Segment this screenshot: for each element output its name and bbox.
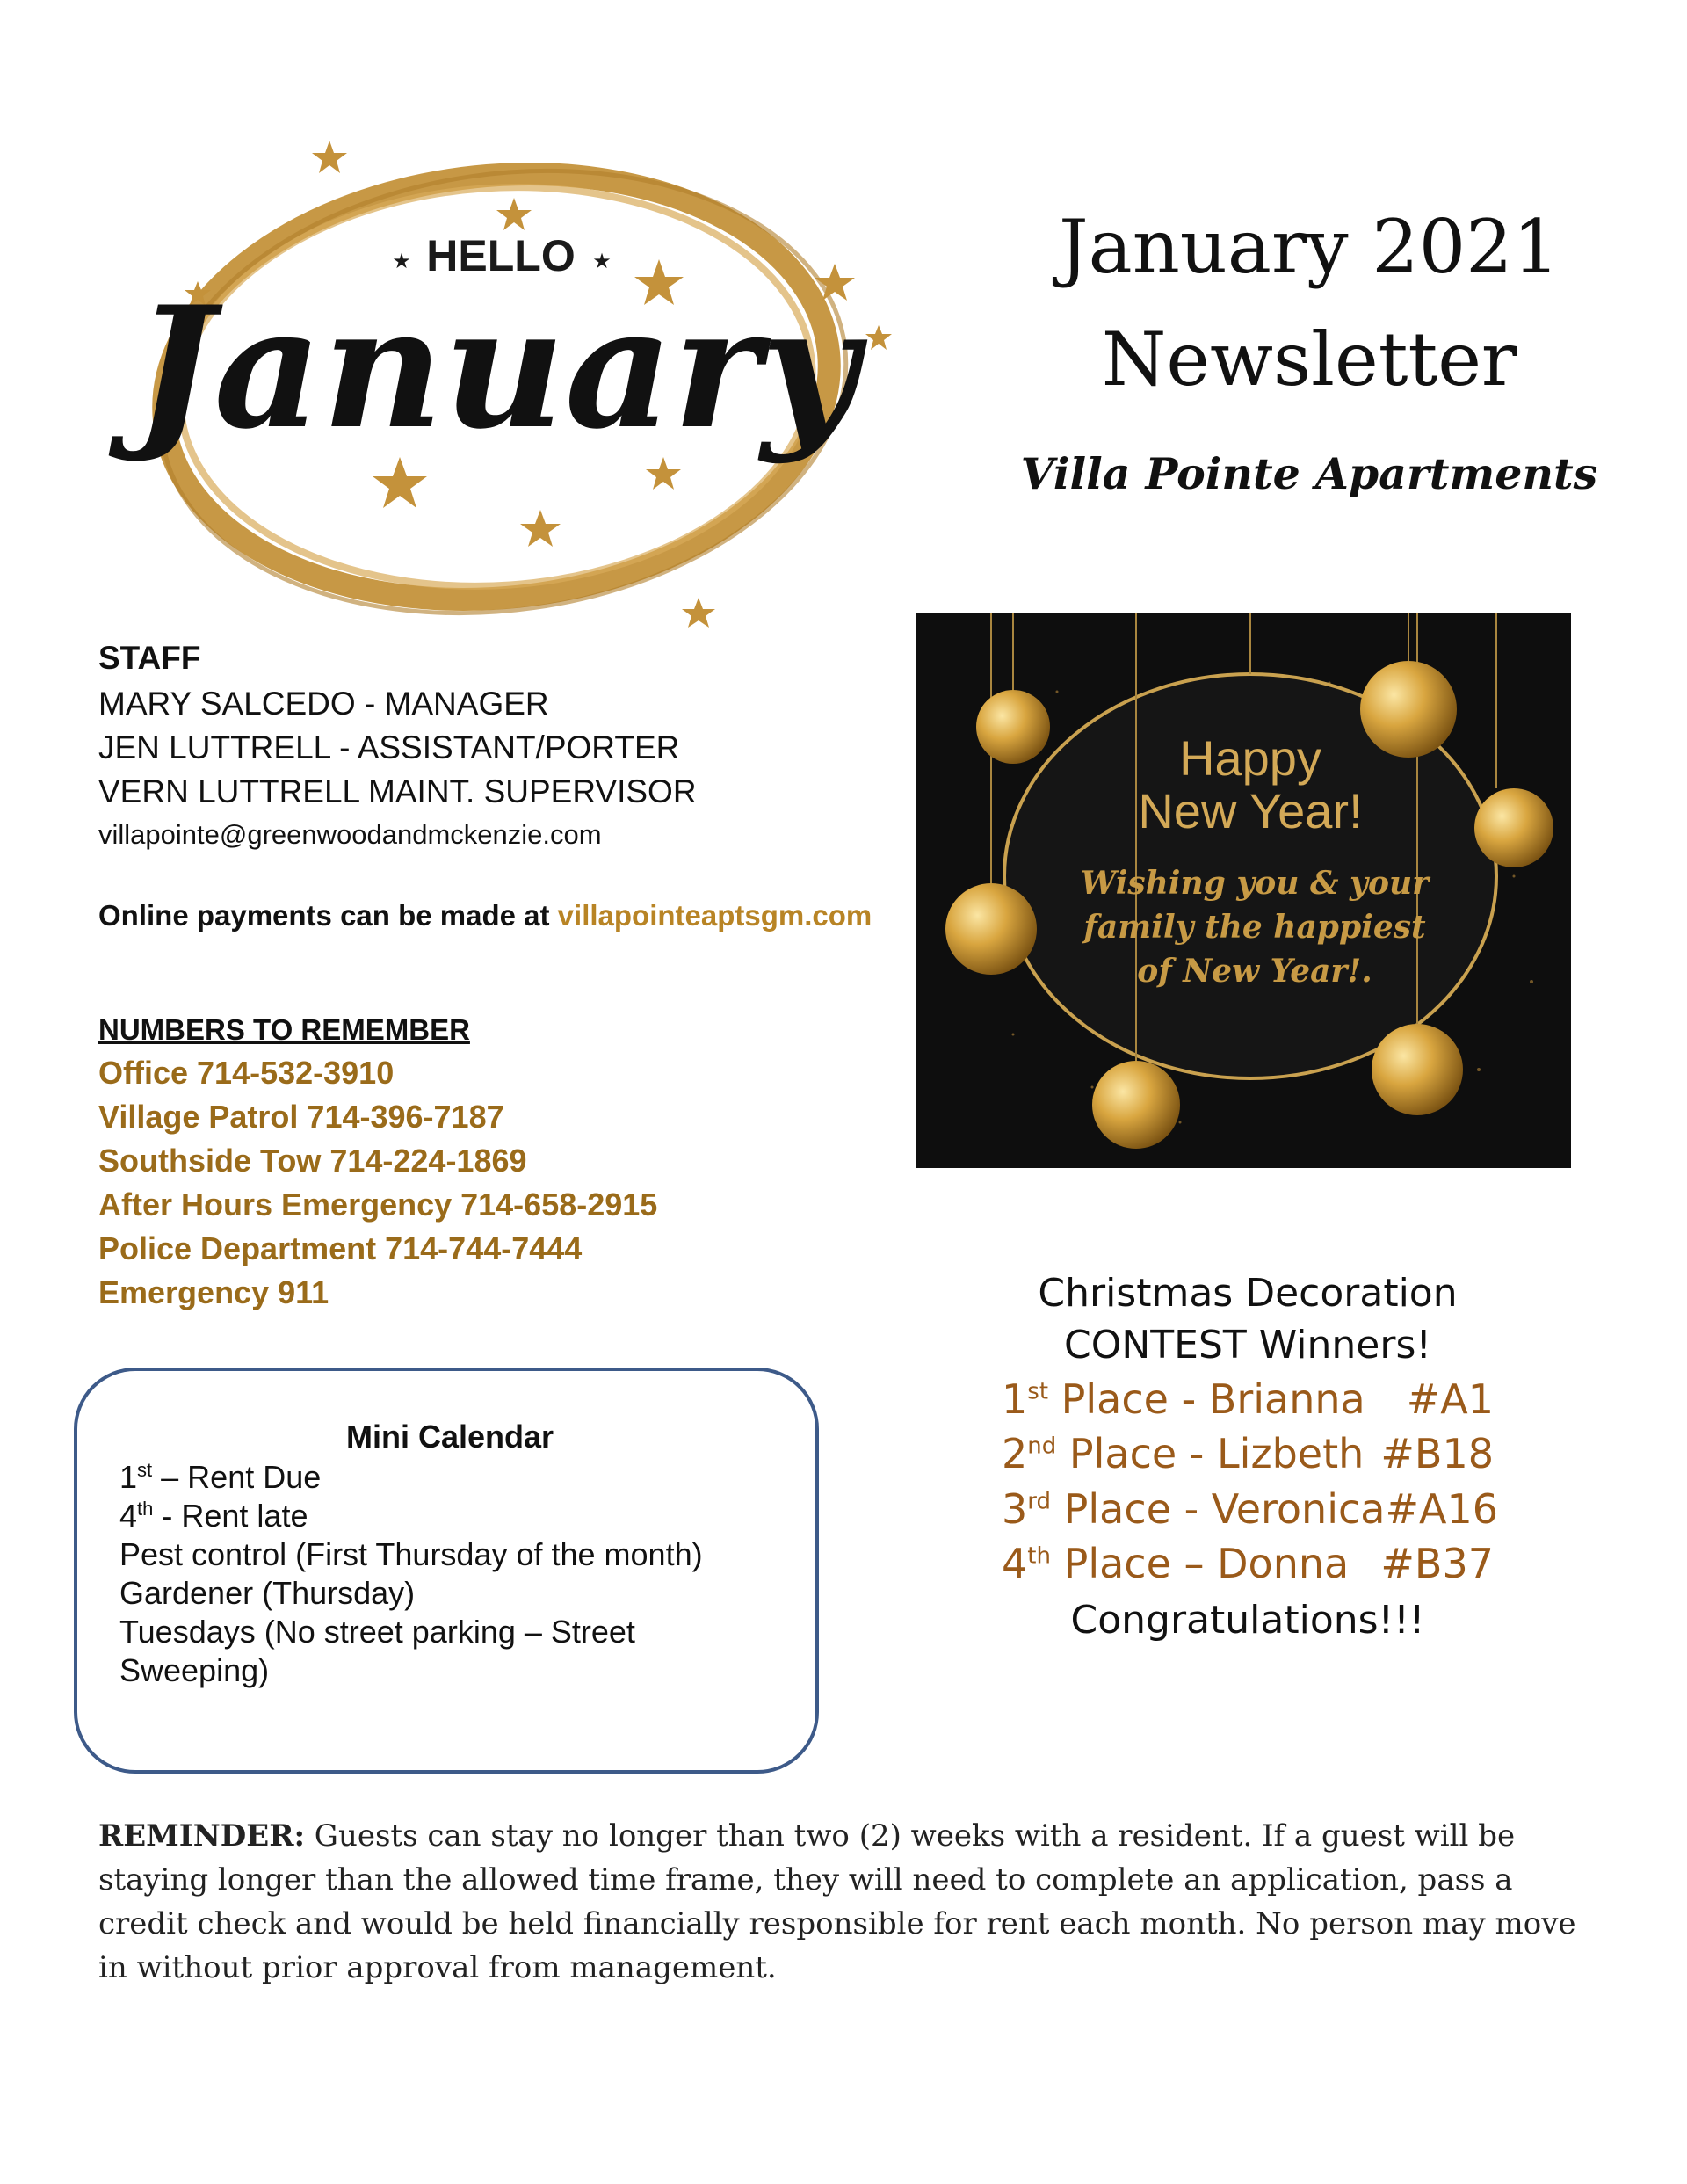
numbers-heading: NUMBERS TO REMEMBER	[98, 1013, 470, 1046]
calendar-item: Pest control (First Thursday of the month)	[119, 1536, 703, 1572]
card-wish-2: family the happiest	[1083, 909, 1426, 946]
phone-number: After Hours Emergency 714-658-2915	[98, 1186, 658, 1223]
card-new-year: New Year!	[1138, 783, 1363, 838]
phone-number: Police Department 714-744-7444	[98, 1230, 583, 1266]
staff-email[interactable]: villapointe@greenwoodandmckenzie.com	[98, 819, 602, 850]
contest-heading-line2: CONTEST Winners!	[1064, 1323, 1431, 1368]
guest-reminder	[98, 1814, 1592, 1990]
calendar-item: Tuesdays (No street parking – Street	[119, 1614, 635, 1650]
staff-member: MARY SALCEDO - MANAGER	[98, 686, 549, 722]
contest-winner: 4th Place – Donna #B37	[1002, 1540, 1494, 1587]
staff-heading: STAFF	[98, 640, 201, 676]
payments-text: Online payments can be made at	[98, 899, 558, 932]
winner-unit: #A1	[1406, 1375, 1494, 1423]
logo-hello: HELLO	[426, 231, 576, 280]
calendar-item: 1st – Rent Due	[119, 1459, 322, 1495]
happy-new-year-image	[916, 613, 1571, 1168]
calendar-item: Gardener (Thursday)	[119, 1575, 416, 1611]
card-wish-3: of New Year!.	[1137, 953, 1372, 990]
phone-number: Emergency 911	[98, 1274, 329, 1310]
newsletter-title-line2: Newsletter	[1101, 316, 1517, 403]
phone-number: Office 714-532-3910	[98, 1055, 395, 1091]
reminder-label: REMINDER:	[98, 1818, 305, 1854]
contest-congratulations: Congratulations!!!	[1070, 1598, 1425, 1643]
mini-calendar-box	[74, 1368, 819, 1774]
payments-link[interactable]: villapointeaptsgm.com	[557, 899, 872, 932]
winner-unit: #A16	[1385, 1485, 1498, 1533]
staff-member: JEN LUTTRELL - ASSISTANT/PORTER	[98, 729, 680, 765]
newsletter-subtitle: Villa Pointe Apartments	[1020, 448, 1598, 499]
card-wish-1: Wishing you & your	[1080, 865, 1430, 902]
contest-winner: 1st Place - Brianna #A1	[1002, 1375, 1494, 1423]
calendar-item: 4th - Rent late	[119, 1498, 308, 1534]
contest-winner: 2nd Place - Lizbeth #B18	[1002, 1430, 1494, 1477]
card-happy: Happy	[1179, 730, 1321, 786]
logo-month: January	[134, 270, 858, 466]
svg-text:★: ★	[392, 249, 411, 273]
contest-heading-line1: Christmas Decoration	[1038, 1271, 1458, 1316]
svg-text:★: ★	[592, 249, 612, 273]
newsletter-title-line1: January 2021	[1058, 204, 1560, 290]
hello-january-logo	[83, 123, 953, 650]
mini-calendar-title: Mini Calendar	[345, 1419, 554, 1455]
phone-number: Village Patrol 714-396-7187	[98, 1099, 504, 1135]
contest-winner: 3rd Place - Veronica #A16	[1002, 1485, 1498, 1533]
staff-member: VERN LUTTRELL MAINT. SUPERVISOR	[98, 773, 697, 809]
winner-unit: #B37	[1380, 1540, 1494, 1587]
online-payments-note	[98, 899, 872, 932]
winner-unit: #B18	[1380, 1430, 1494, 1477]
phone-number: Southside Tow 714-224-1869	[98, 1143, 527, 1179]
calendar-item: Sweeping)	[119, 1652, 270, 1688]
reminder-text: Guests can stay no longer than two (2) weeks with a resident. If a guest will be staying longer than the allowed time frame, they will need to complete an application, pass a credit check and would be held financially responsible for rent each month. No person may move in without prior approval from management.	[98, 1818, 1576, 1985]
